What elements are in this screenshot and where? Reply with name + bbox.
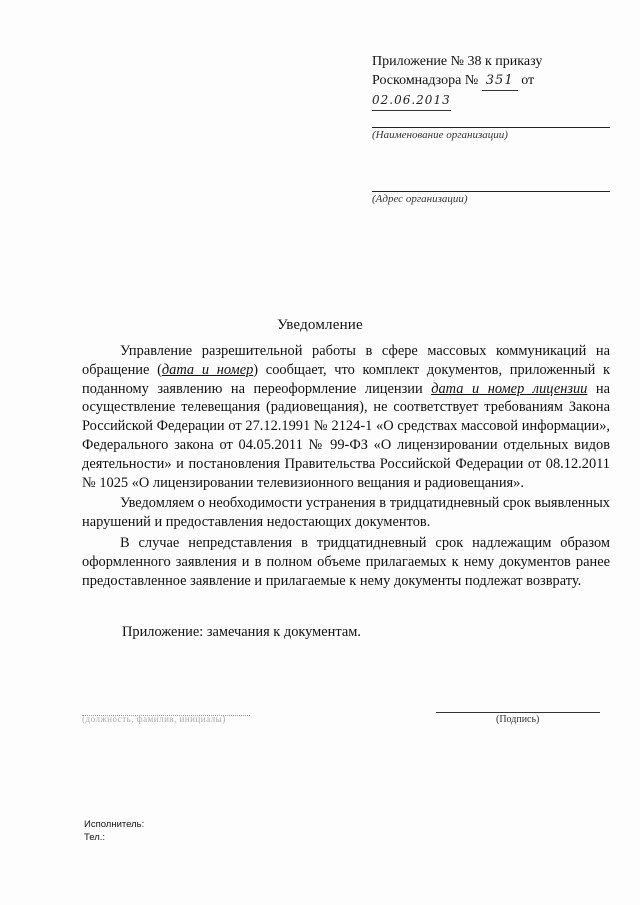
org-address-caption: (Адрес организации) xyxy=(372,193,468,205)
paragraph-2: Уведомляем о необходимости устранения в тридцатидневный срок выявленных нарушений и предоставления недостающих документов. xyxy=(82,495,610,531)
signature-line xyxy=(436,712,600,713)
org-name-caption: (Наименование организации) xyxy=(372,129,508,141)
order-number-handwritten: 351 xyxy=(482,71,518,91)
executor-block xyxy=(84,818,144,844)
attachment-line: Приложение: замечания к документам. xyxy=(122,624,361,640)
executor-label: Исполнитель: xyxy=(84,819,145,830)
appendix-line-1: Приложение № 38 к приказу xyxy=(372,54,543,69)
paragraph-1-part-1: Управление разрешительной работы в сфере массовых коммуникаций на обращение ( xyxy=(82,343,610,378)
org-address-line xyxy=(372,191,610,192)
signature-caption: (Подпись) xyxy=(496,714,540,725)
org-name-line xyxy=(372,127,610,128)
paragraph-1-part-3: на осуществление телевещания (радиовещания), не соответствует требованиям Закона Российской Федерации от 27.12.1991 № 2124-1 «О средствах массовой информации», Федерального закона от 04.05.2011 № 99-ФЗ «О лицензировании отдельных видов деятельности» и постановления Правительства Российской Федерации от 08.12.2011 № 1025 «О лицензировании телевизионного вещания и радиовещания». xyxy=(82,380,611,491)
appendix-from-label: от xyxy=(521,73,535,88)
document-title: Уведомление xyxy=(277,317,363,333)
executor-phone-label: Тел.: xyxy=(84,832,106,843)
document-body xyxy=(82,342,610,590)
position-caption: (должность, фамилия, инициалы) xyxy=(82,714,226,724)
paragraph-1 xyxy=(82,342,610,492)
order-date-handwritten: 02.06.2013 xyxy=(372,91,451,111)
appendix-header xyxy=(372,52,612,111)
appendix-line-2 xyxy=(372,71,612,111)
paragraph-1-part-2: ) сообщает, что комплект документов, приложенный к поданному заявлению на переоформление лицензии xyxy=(82,361,611,397)
paragraph-3: В случае непредставления в тридцатидневный срок надлежащим образом оформленного заявления и в полном объеме прилагаемых к нему документов ранее предоставленное заявление и прилагаемые к нему документы подлежат возврату. xyxy=(82,534,610,589)
appendix-order-prefix: Роскомнадзора № xyxy=(372,73,479,88)
license-date-number-placeholder: дата и номер лицензии xyxy=(431,380,588,397)
request-date-number-placeholder: дата и номер xyxy=(161,361,254,378)
